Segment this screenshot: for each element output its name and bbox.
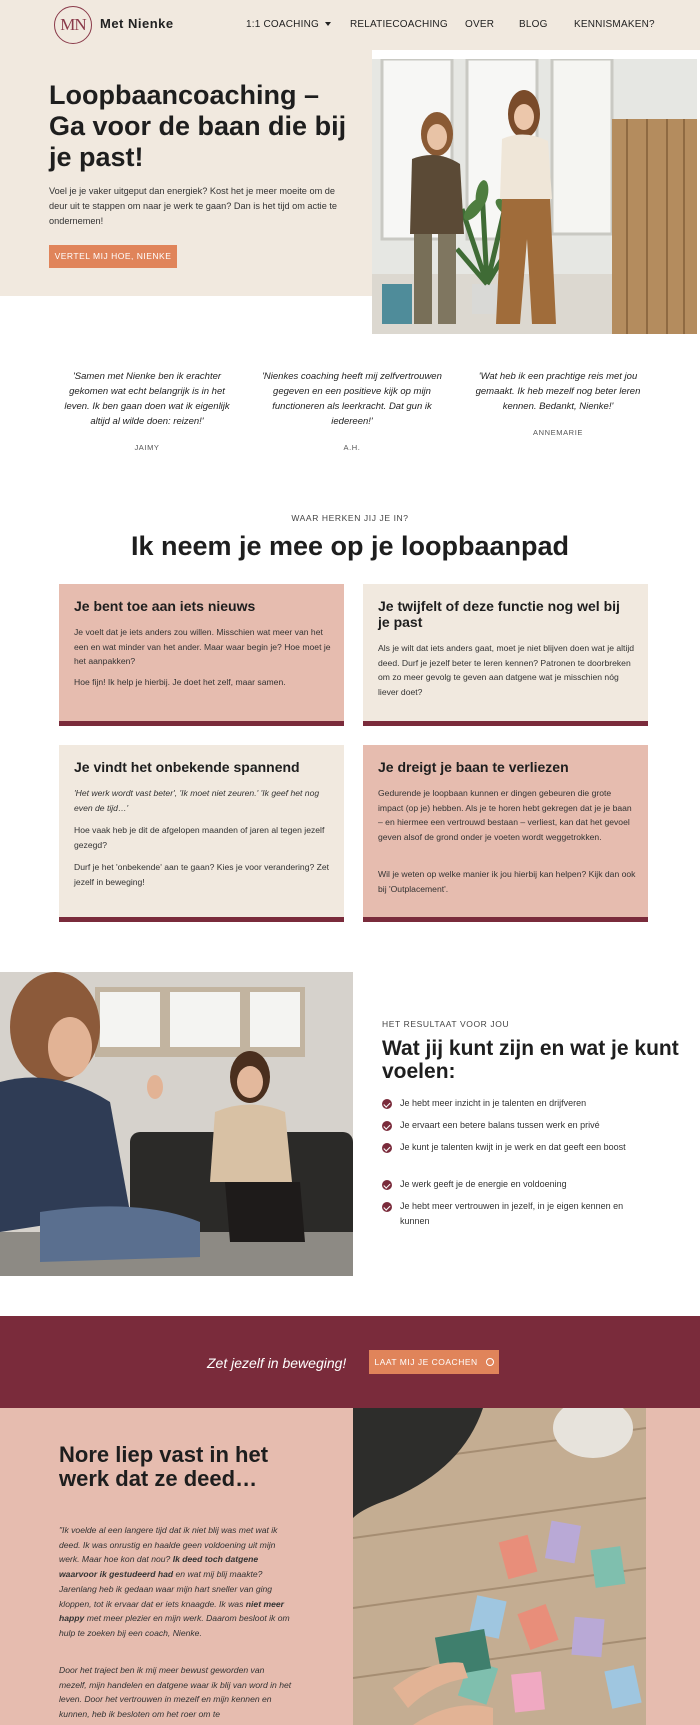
- card-text: Wil je weten op welke manier ik jou hierbij kan helpen? Kijk dan ook bij 'Outplacement'.: [378, 869, 636, 894]
- arrow-circle-icon: [486, 1358, 494, 1366]
- story-text-part: en wat mij blij maakte? Jarenlang heb ik gedaan waar mijn hart sneller van ging kloppen, tot ik ervaar dat er iets knaagde. Ik was: [59, 1569, 273, 1609]
- result-eyebrow: HET RESULTAAT VOOR JOU: [382, 1019, 510, 1029]
- testimonial-name: JAIMY: [134, 443, 160, 452]
- banner-cta-label: LAAT MIJ JE COACHEN: [374, 1357, 478, 1367]
- check-icon: [382, 1202, 392, 1212]
- chevron-down-icon: [325, 22, 331, 26]
- nav-item-over[interactable]: OVER: [465, 19, 495, 30]
- card-title: Je bent toe aan iets nieuws: [74, 598, 256, 614]
- result-item: Je kunt je talenten kwijt in je werk en dat geeft een boost: [400, 1142, 626, 1152]
- card-text: Gedurende je loopbaan kunnen er dingen gebeuren die grote impact (op je) hebben. Als je te horen hebt gekregen dat je je baan – en hiermee een vertrouwd bestaan – verliest, kan dat het gevoel geven alsof de grond onder je voeten wordt weggetrokken.: [378, 788, 632, 842]
- coaching-cards-photo: [353, 1408, 646, 1725]
- testimonial-quote: 'Wat heb ik een prachtige reis met jou gemaakt. Ik heb mezelf nog beter leren kennen. Bedankt, Nienke!': [475, 371, 641, 412]
- logo-mark: MN: [60, 15, 86, 34]
- nav-item-blog[interactable]: BLOG: [519, 19, 548, 30]
- card-accent-bar: [59, 917, 344, 922]
- nav-item-coaching[interactable]: [246, 19, 331, 30]
- section-title: Ik neem je mee op je loopbaanpad: [130, 531, 570, 561]
- check-icon: [382, 1099, 392, 1109]
- card-text: 'Het werk wordt vast beter', 'Ik moet niet zeuren.' 'Ik geef het nog even de tijd…': [74, 788, 320, 813]
- cta-banner: [0, 1316, 700, 1408]
- card-text: Je voelt dat je iets anders zou willen. Misschien wat meer van het een en wat minder van het ander. Maar waar begin je? Hoe moet je het aanpakken?: [74, 627, 331, 667]
- card-iets-nieuws: [59, 584, 344, 726]
- card-text: Hoe fijn! Ik help je hierbij. Je doet het zelf, maar samen.: [74, 677, 286, 687]
- result-item: Je hebt meer inzicht in je talenten en drijfveren: [400, 1098, 587, 1108]
- story-text: [59, 1523, 294, 1641]
- result-item: Je werk geeft je de energie en voldoening: [400, 1179, 567, 1189]
- story-text-part: met meer plezier en mijn werk. Daarom besloot ik om hulp te zoeken bij een coach, Nienke.: [59, 1613, 290, 1638]
- card-onbekende-spannend: [59, 745, 344, 922]
- testimonial-quote: 'Nienkes coaching heeft mij zelfvertrouwen gegeven en een positieve kijk op mijn functioneren als leerkracht. Dat gun ik iedereen!': [262, 371, 442, 427]
- banner-text: Zet jezelf in beweging!: [207, 1355, 347, 1371]
- check-icon: [382, 1180, 392, 1190]
- card-title: Je dreigt je baan te verliezen: [378, 759, 569, 775]
- testimonial-name: A.H.: [343, 443, 361, 452]
- story-text: Door het traject ben ik mij meer bewust geworden van mezelf, mijn handelen en datgene waar ik blij van word in het leven. Door het vertrouwen in mezelf en mijn kennen en kunnen, heb ik besloten om het roer om te: [59, 1665, 292, 1720]
- result-item: Je hebt meer vertrouwen in jezelf, in je eigen kennen en kunnen: [400, 1201, 624, 1226]
- hero-cta-button[interactable]: VERTEL MIJ HOE, NIENKE: [49, 245, 177, 268]
- card-accent-bar: [363, 917, 648, 922]
- card-accent-bar: [59, 721, 344, 726]
- testimonial-name: ANNEMARIE: [533, 428, 583, 437]
- story-text-part: "Ik voelde al een langere tijd dat ik niet blij was met wat ik deed. Ik was onrustig en haalde geen voldoening uit mijn werk. Maar hoe kon dat nou?: [59, 1525, 278, 1565]
- check-icon: [382, 1143, 392, 1153]
- check-icon: [382, 1121, 392, 1131]
- coaching-session-photo: [0, 972, 353, 1276]
- story-title: Nore liep vast in het werk dat ze deed…: [59, 1442, 269, 1491]
- card-baan-verliezen: [363, 745, 648, 922]
- card-twijfel-functie: [363, 584, 648, 726]
- story-text-bold: Ik deed toch datgene waarvoor ik gestudeerd had: [59, 1554, 259, 1580]
- section-eyebrow: WAAR HERKEN JIJ JE IN?: [291, 513, 409, 523]
- brand-name[interactable]: Met Nienke: [100, 16, 174, 31]
- result-title: Wat jij kunt zijn en wat je kunt voelen:: [382, 1037, 679, 1083]
- nav-item-kennismaken[interactable]: KENNISMAKEN?: [574, 19, 655, 30]
- nav-label-coaching: 1:1 COACHING: [246, 19, 319, 30]
- hero-title: Loopbaancoaching – Ga voor de baan die bij je past!: [49, 80, 347, 172]
- card-text: Durf je het 'onbekende' aan te gaan? Kies je voor verandering? Zet jezelf in beweging!: [74, 862, 330, 887]
- card-title: Je twijfelt of deze functie nog wel bij je past: [378, 598, 620, 630]
- story-side-panel: [646, 1408, 700, 1725]
- story-text-bold: niet meer happy: [59, 1598, 284, 1624]
- hero-text: Voel je je vaker uitgeput dan energiek? Kost het je meer moeite om de deur uit te stappen om naar je werk te gaan? Dan is het tijd om actie te ondernemen!: [49, 186, 338, 226]
- card-title: Je vindt het onbekende spannend: [74, 759, 300, 775]
- nav-item-relatiecoaching[interactable]: RELATIECOACHING: [350, 19, 448, 30]
- testimonial-quote: 'Samen met Nienke ben ik erachter gekomen wat echt belangrijk is in het leven. Ik ben gaan doen wat ik eigenlijk altijd al wilde doen: reizen!': [64, 371, 230, 427]
- hero-photo: [372, 59, 697, 334]
- banner-cta-button[interactable]: [369, 1350, 499, 1374]
- card-accent-bar: [363, 721, 648, 726]
- logo-icon[interactable]: [54, 6, 92, 44]
- card-text: Als je wilt dat iets anders gaat, moet je niet blijven doen wat je altijd deed. Durf je jezelf beter te leren kennen? Patronen te doorbreken om zo meer gevolg te geven aan datgene wat je misschien nóg liever doet?: [378, 643, 635, 697]
- card-text: Hoe vaak heb je dit de afgelopen maanden of jaren al tegen jezelf gezegd?: [74, 825, 325, 850]
- result-item: Je ervaart een betere balans tussen werk en privé: [400, 1120, 600, 1130]
